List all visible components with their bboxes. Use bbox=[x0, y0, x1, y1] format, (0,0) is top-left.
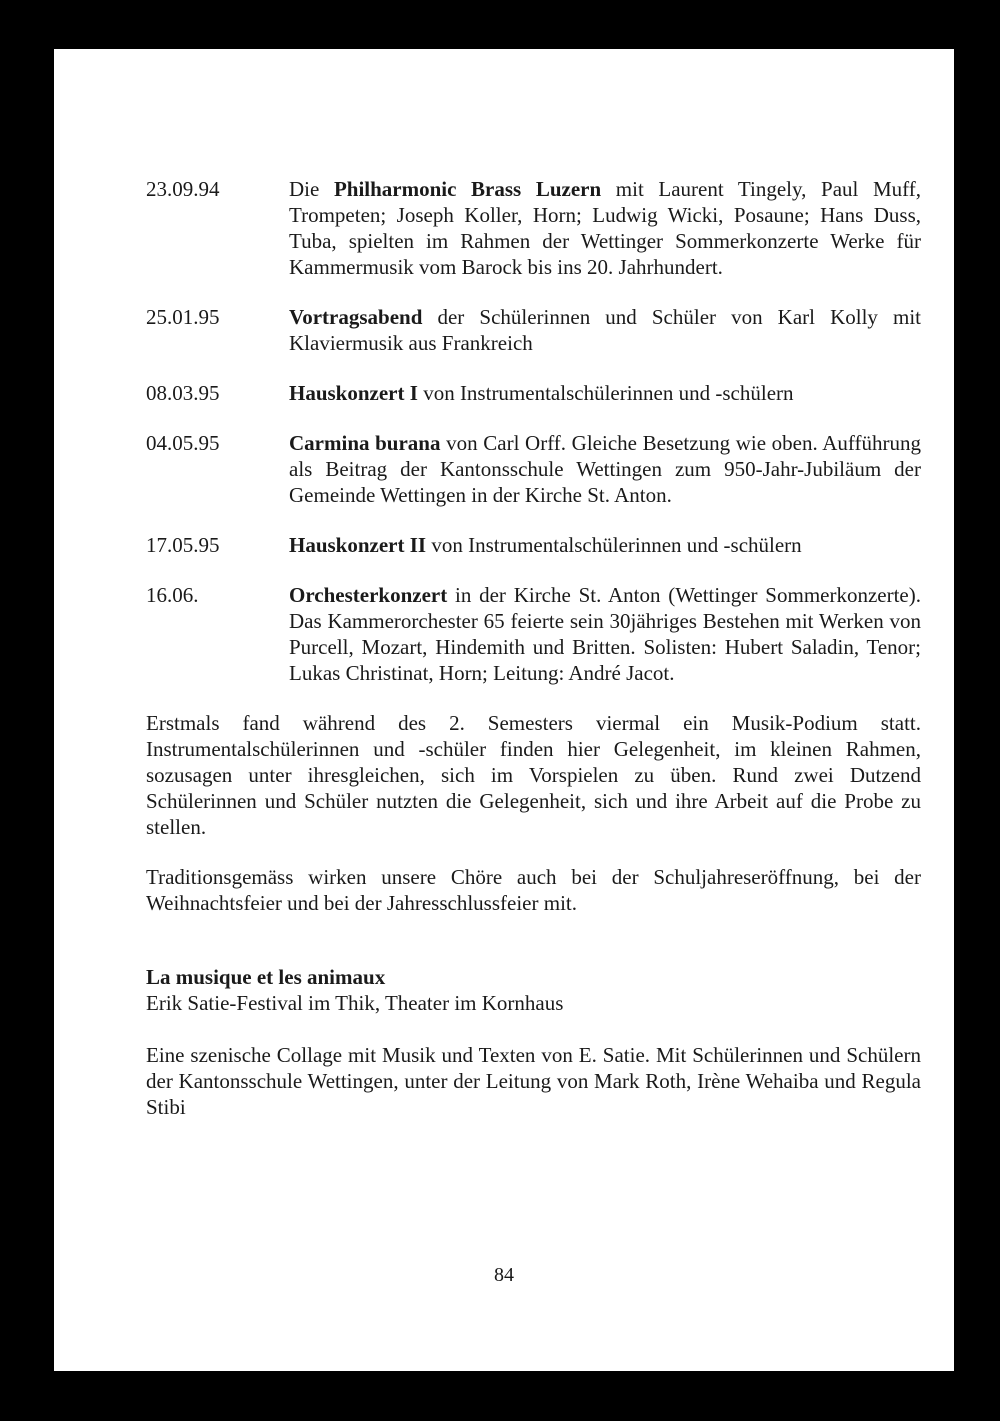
event-text: in der Kirche St. Anton (Wettinger Sommerkonzerte). Das Kammerorchester 65 feierte sein 30jähriges Bestehen mit Werken von Purcell, Mozart, Hindemith und Britten. Solisten: Hubert Saladin, Tenor; Lukas Christinat, Horn; Leitung: André Jacot. bbox=[289, 583, 921, 685]
event-description bbox=[289, 380, 921, 406]
event-entry bbox=[146, 532, 921, 558]
section-satie bbox=[146, 964, 921, 1120]
event-title: Orchesterkonzert bbox=[289, 583, 448, 607]
event-title: Carmina burana bbox=[289, 431, 441, 455]
event-date: 04.05.95 bbox=[146, 431, 220, 455]
event-title: Vortragsabend bbox=[289, 305, 423, 329]
event-title: Hauskonzert I bbox=[289, 381, 418, 405]
event-description bbox=[289, 176, 921, 280]
event-date: 25.01.95 bbox=[146, 305, 220, 329]
body-paragraph: Erstmals fand während des 2. Semesters viermal ein Musik-Podium statt. Instrumentalschülerinnen und -schüler finden hier Gelegenheit, im kleinen Rahmen, sozusagen unter ihresgleichen, sich im Vorspielen zu üben. Rund zwei Dutzend Schülerinnen und Schüler nutzten die Gelegenheit, sich und ihre Arbeit auf die Probe zu stellen. bbox=[146, 711, 921, 839]
section-text: Eine szenische Collage mit Musik und Texten von E. Satie. Mit Schülerinnen und Schülern der Kantonsschule Wettingen, unter der Leitung von Mark Roth, Irène Wehaiba und Regula Stibi bbox=[146, 1043, 921, 1119]
event-title: Philharmonic Brass Luzern bbox=[333, 177, 602, 201]
event-entry bbox=[146, 176, 921, 280]
event-description bbox=[289, 532, 921, 558]
event-text: von Instrumentalschülerinnen und -schülern bbox=[426, 533, 802, 557]
event-description bbox=[289, 304, 921, 356]
event-text: mit Laurent Tingely, Paul Muff, Trompeten; Joseph Koller, Horn; Ludwig Wicki, Posaune; Hans Duss, Tuba, spielten im Rahmen der Wettinger Sommerkonzerte Werke für Kammermusik vom Barock bis ins 20. Jahrhundert. bbox=[289, 177, 921, 279]
event-entry bbox=[146, 304, 921, 356]
section-subtitle: Erik Satie-Festival im Thik, Theater im Kornhaus bbox=[146, 991, 564, 1015]
page-content bbox=[146, 176, 921, 1144]
event-text: von Instrumentalschülerinnen und -schülern bbox=[417, 381, 794, 405]
event-entry bbox=[146, 582, 921, 686]
body-paragraph: Traditionsgemäss wirken unsere Chöre auch bei der Schuljahreseröffnung, bei der Weihnachtsfeier und bei der Jahresschlussfeier mit. bbox=[146, 865, 921, 915]
event-text: von Carl Orff. Gleiche Besetzung wie oben. Aufführung als Beitrag der Kantonsschule Wettingen zum 950-Jahr-Jubiläum der Gemeinde Wettingen in der Kirche St. Anton. bbox=[289, 431, 921, 507]
event-text: der Schülerinnen und Schüler von Karl Kolly mit Klaviermusik aus Frankreich bbox=[289, 305, 921, 355]
event-title: Hauskonzert II bbox=[289, 533, 427, 557]
event-description bbox=[289, 430, 921, 508]
document-page bbox=[54, 49, 954, 1371]
event-text-pre: Die bbox=[289, 177, 334, 201]
event-date: 16.06. bbox=[146, 583, 199, 607]
section-title: La musique et les animaux bbox=[146, 965, 386, 989]
event-date: 17.05.95 bbox=[146, 533, 220, 557]
event-entry bbox=[146, 380, 921, 406]
event-date: 08.03.95 bbox=[146, 381, 220, 405]
event-date: 23.09.94 bbox=[146, 177, 220, 201]
event-description bbox=[289, 582, 921, 686]
page-number: 84 bbox=[494, 1264, 514, 1286]
event-entry bbox=[146, 430, 921, 508]
